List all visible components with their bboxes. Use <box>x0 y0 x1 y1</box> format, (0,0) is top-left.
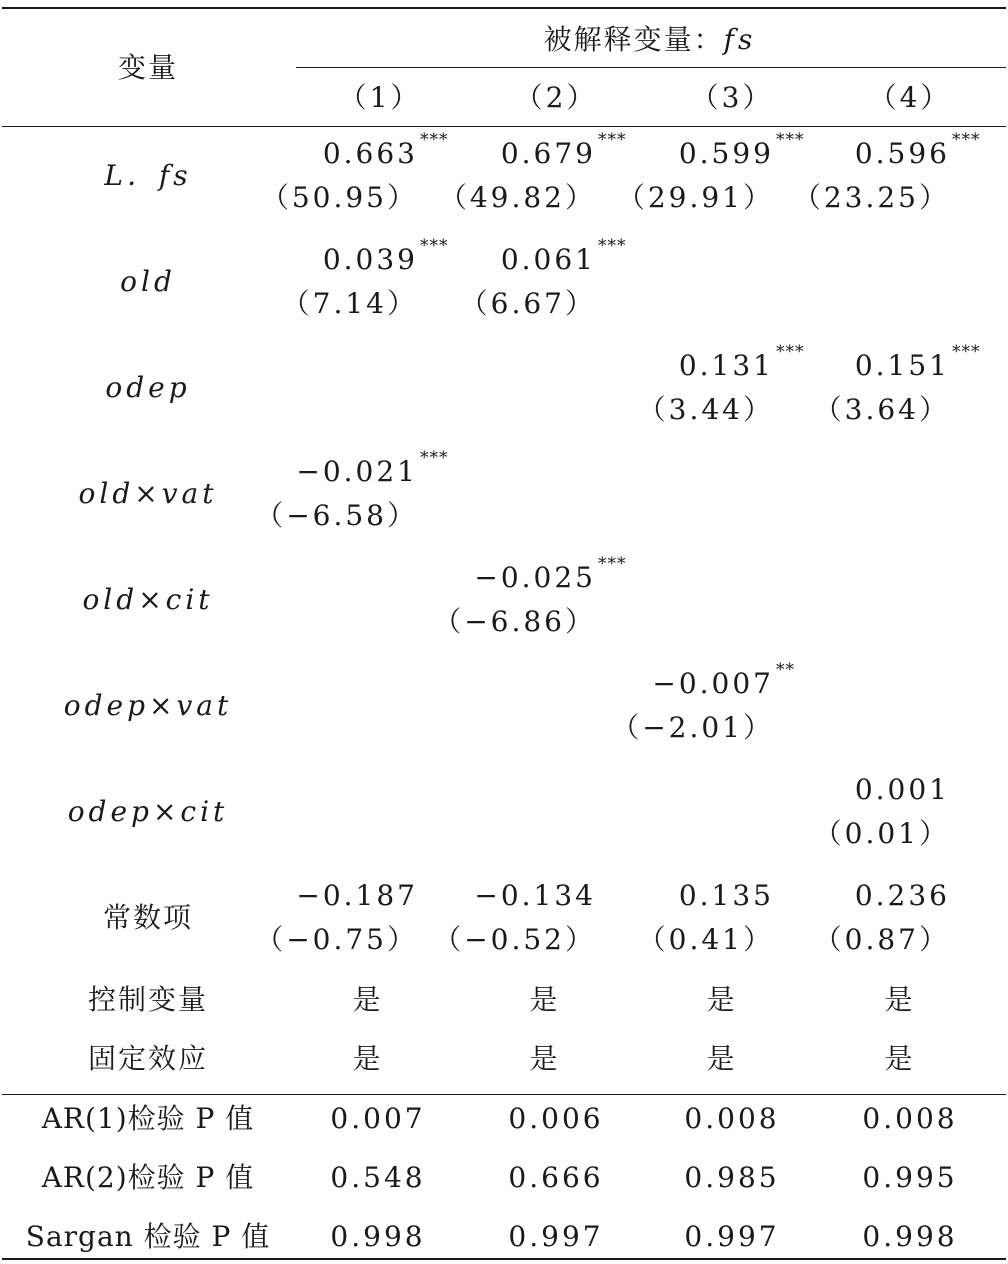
t-statistic: （6.67） <box>459 287 596 320</box>
test-p-value: 0.997 <box>684 1220 780 1253</box>
significance-stars: *** <box>776 130 805 150</box>
header-subrule <box>296 67 1006 68</box>
test-p-value: 0.548 <box>330 1161 426 1194</box>
flag-value: 是 <box>529 983 561 1016</box>
dependent-var: fs <box>723 23 757 56</box>
test-p-value: 0.995 <box>862 1161 958 1194</box>
t-statistic: （3.44） <box>637 393 774 426</box>
column-header-1: （1） <box>338 81 422 114</box>
significance-stars: *** <box>598 554 627 574</box>
significance-stars: *** <box>420 448 449 468</box>
coefficient: 0.039 <box>322 243 418 276</box>
significance-stars: *** <box>420 236 449 256</box>
test-p-value: 0.998 <box>330 1220 426 1253</box>
t-statistic: （23.25） <box>792 181 950 214</box>
coefficient: 0.001 <box>854 773 950 806</box>
coefficient: 0.135 <box>678 879 774 912</box>
flag-value: 是 <box>352 983 384 1016</box>
t-statistic: （−2.01） <box>611 711 774 744</box>
t-statistic: （50.95） <box>260 181 418 214</box>
flag-value: 是 <box>884 1042 916 1075</box>
test-p-value: 0.985 <box>684 1161 780 1194</box>
t-statistic: （0.87） <box>813 923 950 956</box>
coefficient: −0.134 <box>474 879 596 912</box>
significance-stars: *** <box>420 130 449 150</box>
coefficient: 0.236 <box>854 879 950 912</box>
row-label: old <box>120 265 176 298</box>
coefficient: 0.596 <box>854 137 950 170</box>
column-header-4: （4） <box>868 81 952 114</box>
t-statistic: （−0.52） <box>433 923 596 956</box>
stub-header: 变量 <box>117 51 179 84</box>
t-statistic: （3.64） <box>813 393 950 426</box>
coefficient: 0.679 <box>500 137 596 170</box>
test-p-value: 0.006 <box>508 1102 604 1135</box>
coefficient-cell <box>550 880 950 960</box>
t-statistic: （−6.58） <box>255 499 418 532</box>
test-label: AR(2)检验 P 值 <box>41 1161 255 1194</box>
coefficient: −0.021 <box>296 455 418 488</box>
t-statistic: （7.14） <box>281 287 418 320</box>
significance-stars: *** <box>598 236 627 256</box>
test-p-value: 0.008 <box>862 1102 958 1135</box>
test-p-value: 0.008 <box>684 1102 780 1135</box>
coefficient-cell <box>550 342 981 430</box>
row-label: old×cit <box>82 583 214 616</box>
dependent-prefix: 被解释变量： <box>543 23 724 56</box>
tests-divider-rule <box>2 1094 1006 1095</box>
flag-value: 是 <box>706 983 738 1016</box>
dependent-variable-header <box>544 24 757 56</box>
t-statistic: （−0.75） <box>255 923 418 956</box>
flag-label: 固定效应 <box>87 1042 209 1075</box>
coefficient-cell <box>18 448 449 536</box>
row-label: L．fs <box>104 159 192 192</box>
top-rule <box>2 7 1006 9</box>
row-label: odep×cit <box>67 795 229 828</box>
coefficient-cell <box>196 554 627 642</box>
significance-stars: *** <box>952 130 981 150</box>
row-label: 常数项 <box>102 901 194 934</box>
coefficient: −0.187 <box>296 879 418 912</box>
flag-value: 是 <box>706 1042 738 1075</box>
test-p-value: 0.666 <box>508 1161 604 1194</box>
t-statistic: （49.82） <box>438 181 596 214</box>
test-p-value: 0.007 <box>330 1102 426 1135</box>
coefficient: −0.007 <box>652 667 774 700</box>
flag-value: 是 <box>352 1042 384 1075</box>
bottom-rule <box>2 1258 1006 1260</box>
column-header-3: （3） <box>690 81 774 114</box>
row-label: old×vat <box>78 477 218 510</box>
coefficient: 0.663 <box>322 137 418 170</box>
test-p-value: 0.998 <box>862 1220 958 1253</box>
test-label: AR(1)检验 P 值 <box>41 1102 255 1135</box>
row-label: odep <box>105 371 191 404</box>
t-statistic: （0.41） <box>637 923 774 956</box>
coefficient-cell <box>374 660 795 748</box>
t-statistic: （0.01） <box>813 817 950 850</box>
column-header-2: （2） <box>514 81 598 114</box>
test-label: Sargan 检验 P 值 <box>25 1220 271 1253</box>
flag-value: 是 <box>884 983 916 1016</box>
coefficient: 0.599 <box>678 137 774 170</box>
significance-stars: ** <box>776 660 795 680</box>
coefficient: −0.025 <box>474 561 596 594</box>
row-label: odep×vat <box>63 689 233 722</box>
coefficient: 0.151 <box>854 349 950 382</box>
test-p-value: 0.997 <box>508 1220 604 1253</box>
coefficient-cell <box>550 130 981 218</box>
flag-label: 控制变量 <box>87 983 209 1016</box>
coefficient: 0.061 <box>500 243 596 276</box>
significance-stars: *** <box>598 130 627 150</box>
coefficient: 0.131 <box>678 349 774 382</box>
flag-value: 是 <box>529 1042 561 1075</box>
t-statistic: （29.91） <box>616 181 774 214</box>
significance-stars: *** <box>776 342 805 362</box>
header-bottom-rule <box>2 126 1006 127</box>
coefficient-cell <box>550 774 950 854</box>
t-statistic: （−6.86） <box>433 605 596 638</box>
significance-stars: *** <box>952 342 981 362</box>
coefficient-cell <box>196 236 627 324</box>
